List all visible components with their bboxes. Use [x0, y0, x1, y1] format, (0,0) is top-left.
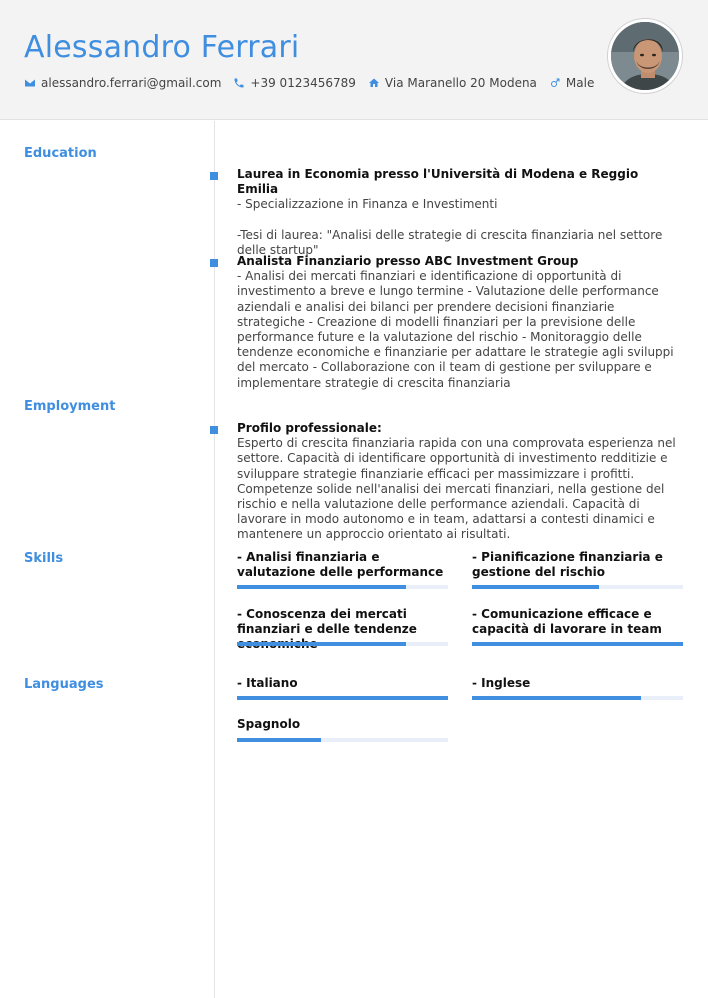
language-bar-fill — [472, 696, 641, 700]
skill-item — [237, 550, 449, 580]
section-title-education: Education — [24, 146, 97, 161]
phone-text: +39 0123456789 — [250, 76, 356, 90]
skill-bar — [237, 642, 448, 646]
address-text: Via Maranello 20 Modena — [384, 76, 537, 90]
envelope-icon — [24, 77, 36, 89]
language-bar — [237, 696, 448, 700]
employment-entry-1 — [237, 421, 683, 543]
language-bar-fill — [237, 696, 448, 700]
timeline-divider — [214, 121, 215, 998]
skill-bar-fill — [472, 642, 683, 646]
contact-bar — [24, 76, 606, 90]
timeline-bullet — [210, 259, 218, 267]
phone-icon — [233, 77, 245, 89]
entry-line: - Specializzazione in Finanza e Investimenti — [237, 197, 498, 212]
contact-address — [368, 76, 537, 90]
language-label: - Inglese — [472, 676, 531, 690]
language-label: Spagnolo — [237, 717, 301, 731]
profile-photo — [608, 19, 682, 93]
cv-header — [0, 0, 708, 120]
section-title-languages: Languages — [24, 677, 104, 692]
language-bar-fill — [237, 738, 321, 742]
language-bar — [472, 696, 683, 700]
timeline-bullet — [210, 426, 218, 434]
entry-title: Laurea in Economia presso l'Università di Modena e Reggio Emilia — [237, 167, 639, 197]
language-item — [237, 717, 449, 732]
skill-bar — [472, 642, 683, 646]
candidate-name: Alessandro Ferrari — [24, 30, 300, 65]
skill-label: - Analisi finanziaria e valutazione delle performance — [237, 550, 444, 580]
gender-icon — [549, 77, 561, 89]
timeline-bullet — [210, 172, 218, 180]
language-bar — [237, 738, 448, 742]
skill-bar — [472, 585, 683, 589]
language-label: - Italiano — [237, 676, 298, 690]
home-icon — [368, 77, 380, 89]
skill-item — [472, 607, 684, 637]
skill-bar-fill — [237, 642, 406, 646]
entry-description: Esperto di crescita finanziaria rapida con una comprovata esperienza nel settore. Capacità di identificare opportunità di investimento redditizie e sviluppare strategie finanziarie efficaci per massimizzare i profitti. Competenze solide nell'analisi dei mercati finanziari, nella gestione del rischio e nella valutazione delle performance aziendali. Capacità di lavorare in modo autonomo e in team, adattarsi a contesti dinamici e mantenere un approccio orientato ai risultati. — [237, 436, 676, 542]
skill-label: - Pianificazione finanziaria e gestione del rischio — [472, 550, 663, 580]
entry-description: - Analisi dei mercati finanziari e identificazione di opportunità di investimento a breve e lungo termine - Valutazione delle performance aziendali e analisi dei bilanci per prendere decisioni finanziarie strategiche - Creazione di modelli finanziari per la previsione delle performance future e la valutazione del rischio - Monitoraggio delle tendenze economiche e finanziarie per adattare le strategie agli sviluppi del mercato - Collaborazione con il team di gestione per sviluppare e implementare strategie di crescita finanziaria — [237, 269, 674, 390]
avatar-illustration — [611, 22, 682, 93]
contact-gender — [549, 76, 594, 90]
entry-title: Analista Finanziario presso ABC Investment Group — [237, 254, 579, 268]
skill-item — [472, 550, 684, 580]
contact-phone[interactable] — [233, 76, 356, 90]
entry-line: -Tesi di laurea: "Analisi delle strategie di crescita finanziaria nel settore delle startup" — [237, 227, 663, 257]
entry-title: Profilo professionale: — [237, 421, 382, 435]
email-text: alessandro.ferrari@gmail.com — [41, 76, 222, 90]
contact-email[interactable] — [24, 76, 221, 90]
section-title-skills: Skills — [24, 551, 64, 566]
skill-label: - Comunicazione efficace e capacità di lavorare in team — [472, 607, 662, 637]
skill-bar-fill — [237, 585, 406, 589]
language-item — [472, 676, 684, 691]
section-title-employment: Employment — [24, 399, 116, 414]
language-item — [237, 676, 449, 691]
skill-bar-fill — [472, 585, 599, 589]
skill-label: - Conoscenza dei mercati finanziari e delle tendenze — [237, 607, 417, 637]
gender-text: Male — [565, 76, 595, 90]
education-entry-1 — [237, 167, 683, 258]
skill-bar — [237, 585, 448, 589]
education-entry-2 — [237, 254, 683, 391]
